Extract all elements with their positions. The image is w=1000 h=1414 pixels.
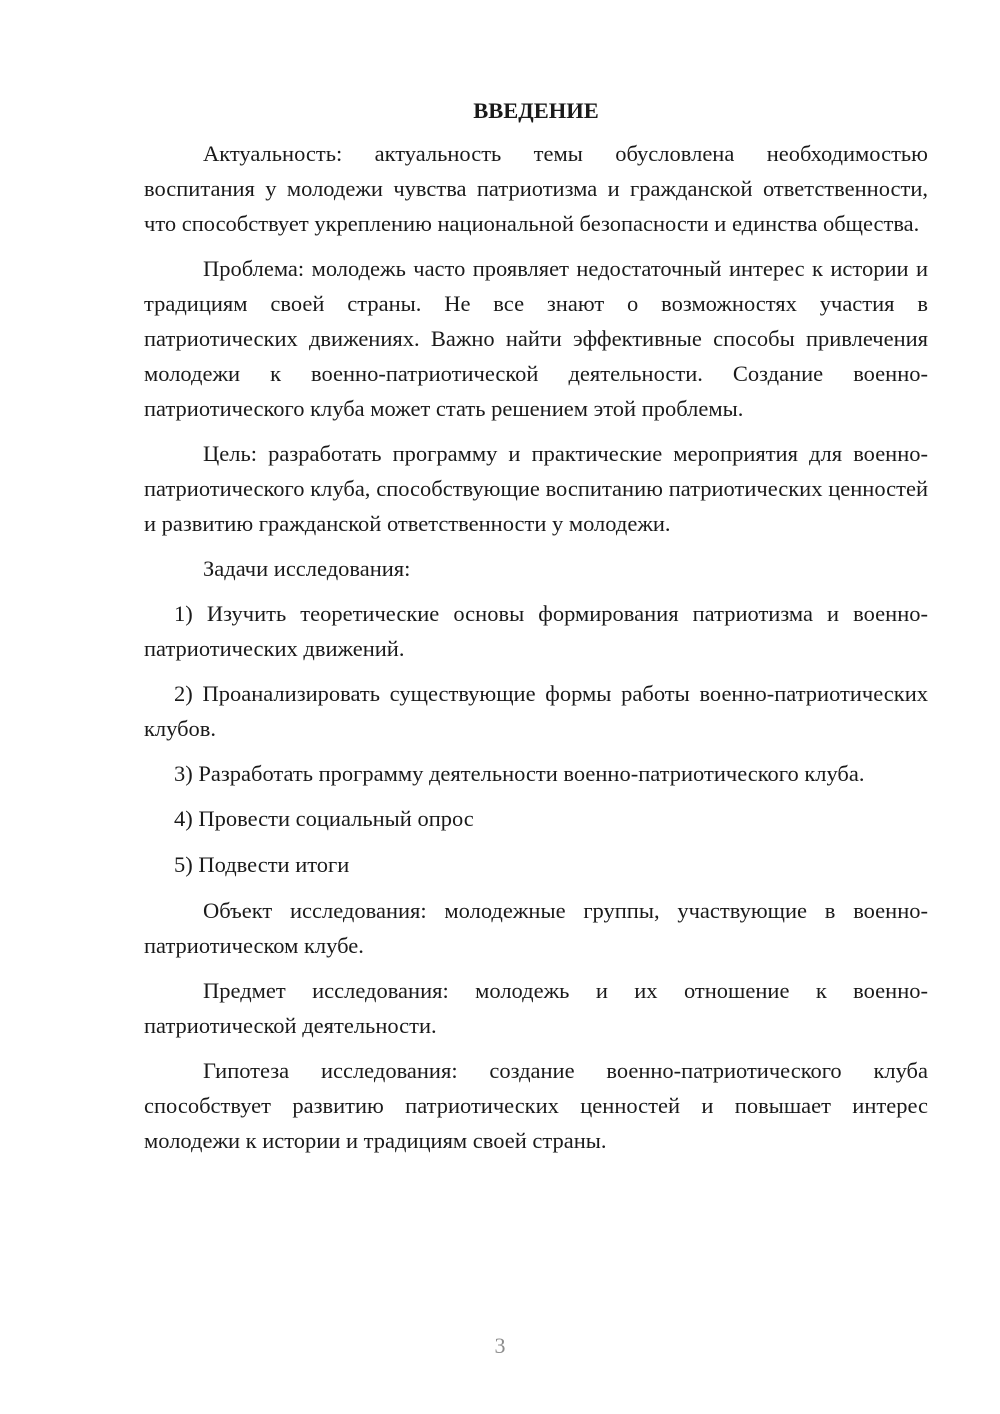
task-item-1: 1) Изучить теоретические основы формирования патриотизма и военно-патриотических движений.	[144, 601, 928, 661]
goal-paragraph: Цель: разработать программу и практические мероприятия для военно-патриотического клуба, способствующие воспитанию патриотических ценностей и развитию гражданской ответственности у молодежи.	[144, 441, 928, 536]
problem-paragraph: Проблема: молодежь часто проявляет недостаточный интерес к истории и традициям своей страны. Не все знают о возможностях участия в патриотических движениях. Важно найти эффективные способы привлечения молодежи к военно-патриотической деятельности. Создание военно-патриотического клуба может стать решением этой проблемы.	[144, 256, 928, 421]
task-item-4: 4) Провести социальный опрос	[174, 806, 474, 831]
subject-paragraph: Предмет исследования: молодежь и их отношение к военно-патриотической деятельности.	[144, 978, 928, 1038]
hypothesis-paragraph: Гипотеза исследования: создание военно-патриотического клуба способствует развитию патриотических ценностей и повышает интерес молодежи к истории и традициям своей страны.	[144, 1058, 928, 1153]
task-item-5: 5) Подвести итоги	[174, 852, 350, 877]
object-paragraph: Объект исследования: молодежные группы, участвующие в военно-патриотическом клубе.	[144, 898, 928, 958]
relevance-paragraph: Актуальность: актуальность темы обусловлена необходимостью воспитания у молодежи чувства патриотизма и гражданской ответственности, что способствует укреплению национальной безопасности и единства общества.	[144, 141, 928, 236]
document-page	[144, 96, 928, 1168]
page-number: 3	[494, 1333, 506, 1358]
task-item-2: 2) Проанализировать существующие формы работы военно-патриотических клубов.	[144, 681, 928, 741]
task-item-3: 3) Разработать программу деятельности военно-патриотического клуба.	[174, 761, 865, 786]
tasks-heading: Задачи исследования:	[203, 556, 411, 581]
section-title: ВВЕДЕНИЕ	[473, 98, 599, 123]
